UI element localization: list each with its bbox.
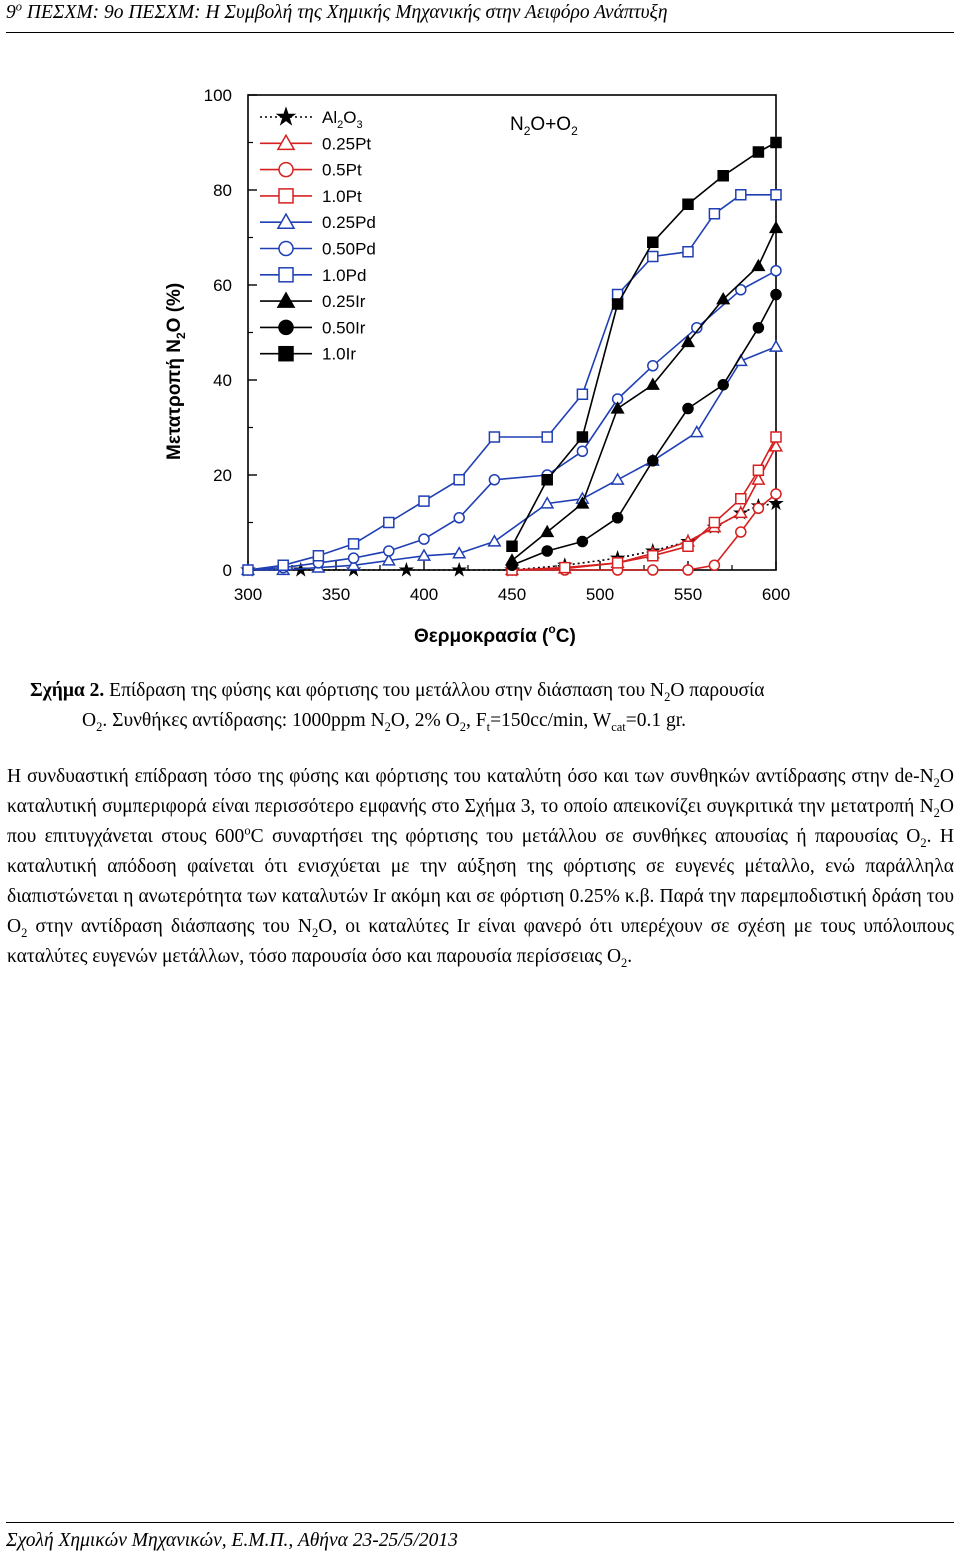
legend-label: 1.0Pt bbox=[322, 186, 362, 206]
caption-text: =0.1 gr. bbox=[625, 710, 687, 731]
circle-marker bbox=[709, 560, 719, 570]
circle-marker bbox=[771, 489, 781, 499]
square-marker bbox=[507, 541, 517, 551]
square-marker bbox=[753, 147, 763, 157]
conversion-chart bbox=[0, 70, 960, 660]
square-marker bbox=[648, 237, 658, 247]
y-tick-label: 80 bbox=[213, 181, 232, 200]
triangle-marker bbox=[770, 341, 782, 351]
chart-legend bbox=[260, 108, 376, 364]
caption-text: O bbox=[82, 710, 97, 731]
square-marker bbox=[577, 432, 587, 442]
y-tick-label: 0 bbox=[222, 561, 232, 580]
circle-marker bbox=[771, 290, 781, 300]
x-axis-label: Θερμοκρασία ($^o$C) bbox=[414, 622, 576, 647]
circle-marker bbox=[648, 565, 658, 575]
circle-marker bbox=[419, 534, 429, 544]
chart-axes bbox=[204, 86, 791, 604]
square-marker bbox=[279, 189, 293, 203]
square-marker bbox=[577, 389, 587, 399]
triangle-marker bbox=[691, 427, 703, 437]
square-marker bbox=[736, 190, 746, 200]
square-marker bbox=[243, 565, 253, 575]
square-marker bbox=[771, 190, 781, 200]
legend-label: 0.25Ir bbox=[322, 292, 366, 312]
body-paragraph bbox=[7, 762, 954, 972]
caption-text: . Συνθήκες αντίδρασης: 1000ppm N bbox=[102, 710, 385, 731]
caption-text: , F bbox=[465, 710, 487, 731]
body-text: . bbox=[627, 946, 633, 967]
square-marker bbox=[683, 541, 693, 551]
star-marker bbox=[400, 564, 412, 576]
x-tick-label: 450 bbox=[497, 585, 527, 604]
body-text: O που επιτυγχάνεται στους 600 bbox=[7, 796, 954, 847]
x-tick-label: 350 bbox=[321, 585, 351, 604]
square-marker bbox=[489, 432, 499, 442]
body-sub: 2 bbox=[311, 925, 319, 940]
legend-label: 0.5Pt bbox=[322, 160, 362, 180]
footer-rule bbox=[6, 1522, 954, 1523]
x-tick-label: 550 bbox=[673, 585, 703, 604]
caption-figure-label: Σχήμα 2. bbox=[30, 680, 105, 701]
square-marker bbox=[454, 475, 464, 485]
square-marker bbox=[753, 465, 763, 475]
chart-annotation bbox=[510, 114, 578, 138]
circle-marker bbox=[279, 320, 293, 334]
square-marker bbox=[542, 475, 552, 485]
square-marker bbox=[613, 299, 623, 309]
circle-marker bbox=[771, 266, 781, 276]
x-tick-label: 600 bbox=[761, 585, 791, 604]
triangle-marker bbox=[612, 474, 624, 484]
x-tick-label: 400 bbox=[409, 585, 439, 604]
annotation-sub-2b: 2 bbox=[571, 124, 578, 138]
square-marker bbox=[384, 518, 394, 528]
circle-marker bbox=[753, 323, 763, 333]
legend-label: 0.50Ir bbox=[322, 318, 366, 338]
circle-marker bbox=[279, 163, 293, 177]
caption-sub: t bbox=[486, 719, 491, 734]
circle-marker bbox=[577, 537, 587, 547]
caption-line-2 bbox=[30, 706, 935, 736]
legend-label: 0.25Pd bbox=[322, 213, 376, 233]
triangle-marker bbox=[278, 214, 294, 228]
caption-sub: 2 bbox=[96, 719, 103, 734]
annotation-n: N bbox=[510, 114, 524, 135]
body-sub: 2 bbox=[21, 925, 28, 940]
circle-marker bbox=[349, 553, 359, 563]
body-sub: 2 bbox=[621, 955, 628, 970]
y-axis-label: Μετατροπή $N_2O$ (%) bbox=[164, 282, 188, 460]
legend-label: 1.0Ir bbox=[322, 344, 357, 364]
square-marker bbox=[542, 432, 552, 442]
circle-marker bbox=[542, 546, 552, 556]
header-rule bbox=[6, 32, 954, 33]
annotation-sub-2: 2 bbox=[523, 124, 531, 138]
body-sub: 2 bbox=[933, 775, 940, 790]
square-marker bbox=[419, 496, 429, 506]
circle-marker bbox=[384, 546, 394, 556]
body-sub: 2 bbox=[920, 835, 927, 850]
caption-sub: 2 bbox=[459, 719, 466, 734]
y-tick-label: 60 bbox=[213, 276, 232, 295]
triangle-marker bbox=[278, 135, 294, 149]
triangle-marker bbox=[489, 536, 501, 546]
square-marker bbox=[718, 171, 728, 181]
circle-marker bbox=[736, 527, 746, 537]
legend-label: 0.50Pd bbox=[322, 239, 376, 259]
page-footer bbox=[6, 1530, 458, 1552]
triangle-marker bbox=[753, 260, 765, 270]
caption-text: Επίδραση της φύσης και φόρτισης του μετάλλου στην διάσπαση του N bbox=[104, 680, 665, 701]
y-tick-label: 40 bbox=[213, 371, 232, 390]
figure-caption bbox=[30, 676, 935, 736]
annotation-rest: O+O bbox=[530, 114, 572, 135]
caption-text: O παρουσία bbox=[670, 680, 765, 701]
caption-sub: 2 bbox=[664, 689, 671, 704]
circle-marker bbox=[683, 404, 693, 414]
square-marker bbox=[648, 551, 658, 561]
star-marker bbox=[277, 108, 294, 125]
legend-label: 0.25Pt bbox=[322, 134, 372, 154]
y-tick-label: 20 bbox=[213, 466, 232, 485]
series-line bbox=[512, 295, 776, 566]
header-title: ΠΕΣΧΜ: 9ο ΠΕΣΧΜ: Η Συμβολή της Χημικής Μηχανικής στην Αειφόρο Ανάπτυξη bbox=[22, 2, 668, 23]
star-marker bbox=[453, 564, 465, 576]
square-marker bbox=[736, 494, 746, 504]
caption-sub: 2 bbox=[384, 719, 391, 734]
square-marker bbox=[709, 209, 719, 219]
caption-line-1 bbox=[30, 676, 935, 706]
square-marker bbox=[560, 563, 570, 573]
circle-marker bbox=[454, 513, 464, 523]
circle-marker bbox=[613, 513, 623, 523]
square-marker bbox=[683, 199, 693, 209]
caption-text: =150cc/min, W bbox=[490, 710, 612, 731]
square-marker bbox=[683, 247, 693, 257]
body-text: O καταλυτική συμπεριφορά είναι περισσότερο εμφανής στο Σχήμα 3, το οποίο απεικονίζει συγκριτικά την μετατροπή N bbox=[7, 766, 954, 817]
circle-marker bbox=[507, 560, 517, 570]
body-text: C συναρτήσει της φόρτισης του μετάλλου σε συνθήκες απουσίας ή παρουσίας O bbox=[250, 826, 921, 847]
circle-marker bbox=[489, 475, 499, 485]
body-text: . Η καταλυτική απόδοση φαίνεται ότι ενισχύεται με την αύξηση της φόρτισης σε ευγενές μέταλλο, ενώ παράλληλα διαπιστώνεται η ανωτερότητα των καταλυτών Ir ακόμη και σε φόρτιση 0.25% κ.β. Παρά την παρεμποδιστική δράση του O bbox=[7, 826, 954, 937]
square-marker bbox=[349, 539, 359, 549]
footer-text: Σχολή Χημικών Μηχανικών, Ε.Μ.Π., Αθήνα 23-25/5/2013 bbox=[6, 1530, 458, 1551]
body-text: στην αντίδραση διάσπασης του N bbox=[27, 916, 312, 937]
square-marker bbox=[613, 558, 623, 568]
circle-marker bbox=[577, 446, 587, 456]
square-marker bbox=[771, 138, 781, 148]
triangle-marker bbox=[770, 222, 782, 232]
series-line bbox=[248, 271, 776, 570]
body-text: Η συνδυαστική επίδραση τόσο της φύσης και φόρτισης του καταλύτη όσο και των συνθηκών αντίδρασης στην de-N bbox=[7, 766, 934, 787]
x-tick-label: 300 bbox=[233, 585, 263, 604]
circle-marker bbox=[683, 565, 693, 575]
square-marker bbox=[313, 551, 323, 561]
square-marker bbox=[771, 432, 781, 442]
series-line bbox=[512, 143, 776, 547]
circle-marker bbox=[648, 361, 658, 371]
x-tick-label: 500 bbox=[585, 585, 615, 604]
caption-text: O, 2% O bbox=[390, 710, 460, 731]
header-superscript: ο bbox=[15, 0, 22, 14]
square-marker bbox=[279, 347, 293, 361]
body-text: O, οι καταλύτες Ir είναι φανερό ότι υπερέχουν σε σχέση με τους υπόλοιπους καταλύτες ευγενών μετάλλων, τόσο παρουσία όσο και παρουσία περίσσειας O bbox=[7, 916, 954, 967]
square-marker bbox=[709, 518, 719, 528]
circle-marker bbox=[718, 380, 728, 390]
caption-sub: cat bbox=[611, 719, 626, 734]
body-sup: o bbox=[244, 823, 251, 838]
legend-label: 1.0Pd bbox=[322, 265, 367, 285]
square-marker bbox=[278, 560, 288, 570]
square-marker bbox=[279, 268, 293, 282]
circle-marker bbox=[279, 242, 293, 256]
triangle-marker bbox=[278, 293, 294, 307]
circle-marker bbox=[648, 456, 658, 466]
circle-marker bbox=[753, 503, 763, 513]
page-header bbox=[6, 2, 668, 24]
y-tick-label: 100 bbox=[203, 86, 232, 105]
header-number: 9 bbox=[6, 2, 16, 23]
body-sub: 2 bbox=[933, 805, 940, 820]
legend-label: $Al_2O_3$ bbox=[322, 108, 363, 131]
square-marker bbox=[648, 252, 658, 262]
